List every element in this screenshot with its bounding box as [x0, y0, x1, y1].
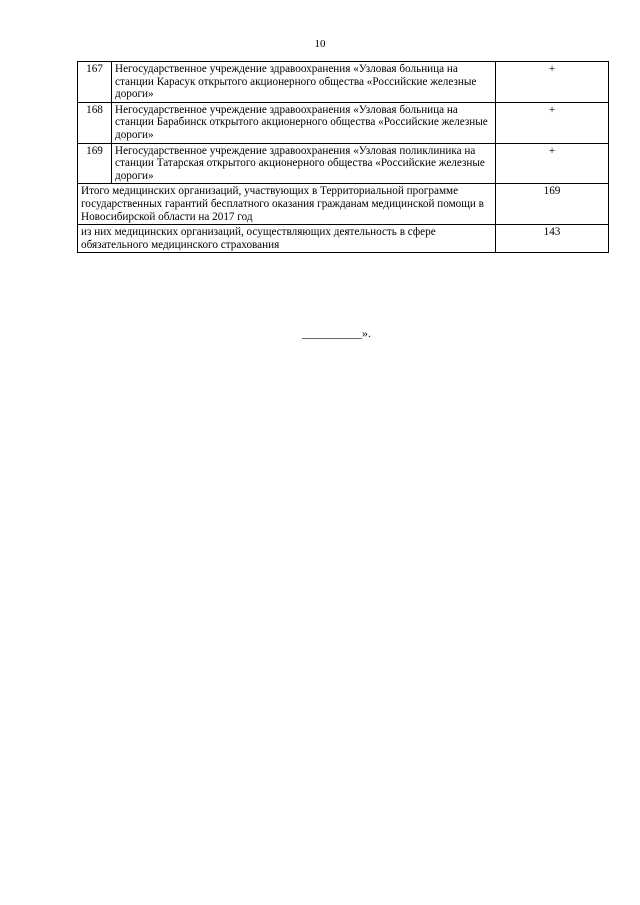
- page-number: 10: [314, 38, 326, 50]
- oms-mark: +: [496, 62, 609, 103]
- organization-name: Негосударственное учреждение здравоохранения «Узловая поликлиника на станции Татарская открытого акционерного общества «Российские железные дороги»: [112, 143, 496, 184]
- oms-mark: +: [496, 143, 609, 184]
- medical-organizations-table: [77, 61, 609, 253]
- organization-name: Негосударственное учреждение здравоохранения «Узловая больница на станции Карасук открытого акционерного общества «Российские железные дороги»: [112, 62, 496, 103]
- row-number: 169: [78, 143, 112, 184]
- table-row: [78, 62, 609, 103]
- table-row: [78, 143, 609, 184]
- oms-total-row: [78, 225, 609, 253]
- oms-mark: +: [496, 102, 609, 143]
- oms-total-value: 143: [496, 225, 609, 253]
- closing-line: __________».: [302, 326, 371, 340]
- row-number: 168: [78, 102, 112, 143]
- table-row: [78, 102, 609, 143]
- oms-total-label: из них медицинских организаций, осуществляющих деятельность в сфере обязательного медицинского страхования: [78, 225, 496, 253]
- total-row: [78, 184, 609, 225]
- total-value: 169: [496, 184, 609, 225]
- organization-name: Негосударственное учреждение здравоохранения «Узловая больница на станции Барабинск открытого акционерного общества «Российские железные дороги»: [112, 102, 496, 143]
- row-number: 167: [78, 62, 112, 103]
- total-label: Итого медицинских организаций, участвующих в Территориальной программе государственных гарантий бесплатного оказания гражданам медицинской помощи в Новосибирской области на 2017 год: [78, 184, 496, 225]
